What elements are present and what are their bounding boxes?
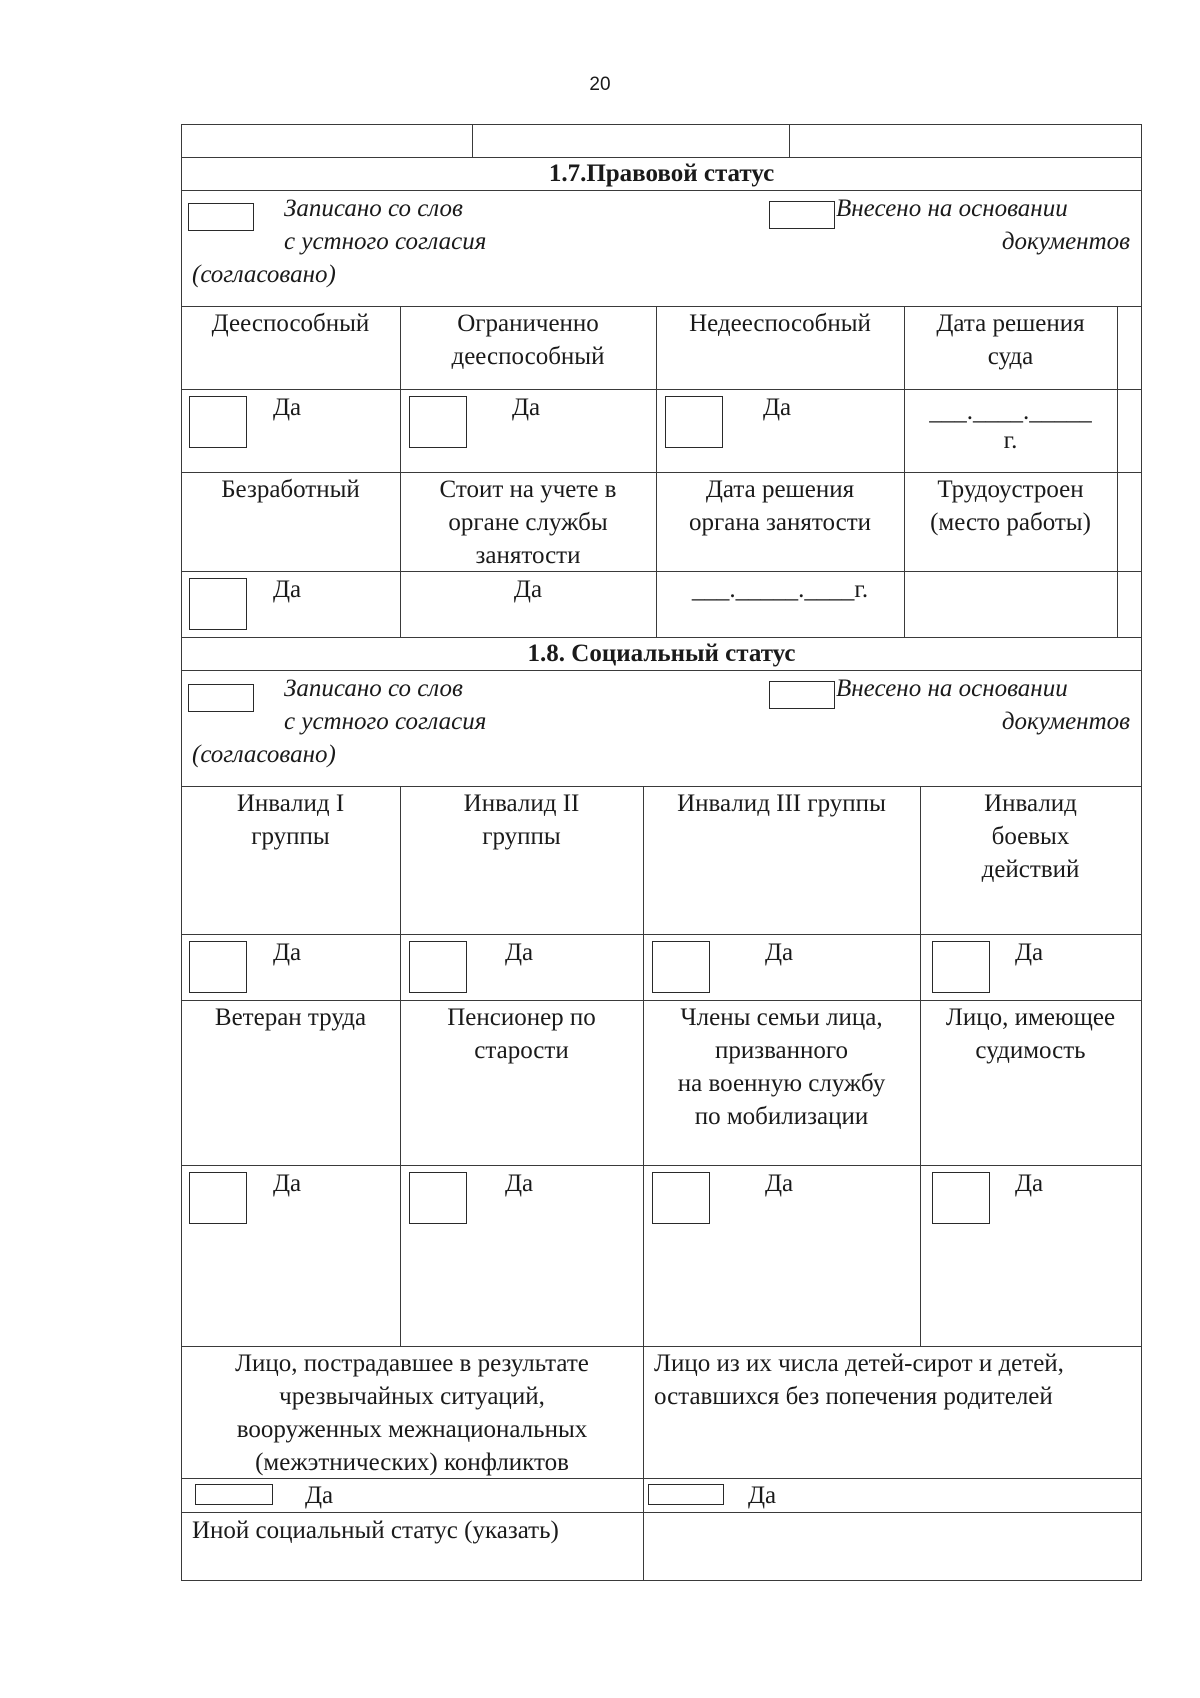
court-date-field[interactable]: ___.____._____ [929, 398, 1092, 425]
page-number: 20 [589, 74, 611, 95]
header-invalid-3: Инвалид III группы [677, 790, 886, 817]
legal-documents-label: документов [1001, 228, 1130, 255]
combat-checkbox[interactable] [932, 941, 990, 993]
registered-yes: Да [513, 576, 543, 603]
header-invalid-2-line2: группы [482, 823, 561, 850]
unemployed-checkbox[interactable] [189, 578, 247, 630]
social-oral-label: с устного согласия [284, 708, 487, 735]
social-status-title: 1.8. Социальный статус [527, 640, 796, 667]
other-status-label: Иной социальный статус (указать) [192, 1517, 559, 1544]
legal-entered-label: Внесено на основании [836, 195, 1068, 222]
legal-agreed-label: (согласовано) [192, 261, 336, 288]
header-pensioner-line2: старости [474, 1037, 569, 1064]
invalid-3-yes: Да [765, 939, 794, 966]
emergency-checkbox[interactable] [195, 1484, 273, 1505]
header-orphan-line1: Лицо из их числа детей-сирот и детей, [654, 1350, 1064, 1377]
emergency-yes: Да [305, 1482, 334, 1509]
unemployed-yes: Да [273, 576, 302, 603]
legal-oral-label: с устного согласия [284, 228, 487, 255]
veteran-yes: Да [273, 1170, 302, 1197]
incapable-checkbox[interactable] [665, 396, 723, 448]
header-invalid-2-line1: Инвалид II [463, 790, 580, 817]
legal-recorded-label: Записано со слов [284, 195, 463, 222]
veteran-checkbox[interactable] [189, 1172, 247, 1224]
header-registered-line3: занятости [475, 542, 581, 569]
header-convict-line2: судимость [975, 1037, 1086, 1064]
header-combat-line2: боевых [991, 823, 1070, 850]
header-decision-line2: органа занятости [688, 509, 872, 536]
header-family-line2: призванного [714, 1037, 849, 1064]
invalid-1-yes: Да [273, 939, 302, 966]
header-combat-line1: Инвалид [984, 790, 1077, 817]
other-status-field[interactable] [644, 1513, 1141, 1580]
header-registered-line2: органе службы [448, 509, 608, 536]
combat-yes: Да [1015, 939, 1044, 966]
header-convict-line1: Лицо, имеющее [945, 1004, 1116, 1031]
legal-documents-checkbox[interactable] [769, 201, 835, 229]
limited-checkbox[interactable] [409, 396, 467, 448]
social-entered-label: Внесено на основании [836, 675, 1068, 702]
orphan-yes: Да [748, 1482, 777, 1509]
court-date-year: г. [1003, 427, 1018, 454]
header-emergency-line4: (межэтнических) конфликтов [255, 1449, 569, 1476]
header-court-date-line2: суда [987, 343, 1034, 370]
pensioner-checkbox[interactable] [409, 1172, 467, 1224]
social-agreed-label: (согласовано) [192, 741, 336, 768]
header-unemployed: Безработный [221, 476, 360, 503]
capable-checkbox[interactable] [189, 396, 247, 448]
header-incapable: Недееспособный [689, 310, 871, 337]
convict-yes: Да [1015, 1170, 1044, 1197]
header-emergency-line1: Лицо, пострадавшее в результате [235, 1350, 589, 1377]
legal-status-title: 1.7.Правовой статус [548, 160, 775, 187]
header-pensioner-line1: Пенсионер по [447, 1004, 596, 1031]
family-checkbox[interactable] [652, 1172, 710, 1224]
header-limited-line1: Ограниченно [457, 310, 599, 337]
capable-yes: Да [273, 394, 302, 421]
limited-yes: Да [512, 394, 541, 421]
header-invalid-1-line1: Инвалид I [236, 790, 345, 817]
header-employed-line1: Трудоустроен [937, 476, 1084, 503]
header-invalid-1-line2: группы [251, 823, 330, 850]
header-family-line1: Члены семьи лица, [680, 1004, 883, 1031]
social-recorded-label: Записано со слов [284, 675, 463, 702]
social-documents-checkbox[interactable] [769, 681, 835, 709]
header-employed-line2: (место работы) [930, 509, 1091, 536]
incapable-yes: Да [763, 394, 792, 421]
header-registered-line1: Стоит на учете в [439, 476, 617, 503]
header-orphan-line2: оставшихся без попечения родителей [654, 1383, 1053, 1410]
legal-recorded-checkbox[interactable] [188, 203, 254, 231]
family-yes: Да [765, 1170, 794, 1197]
header-veteran: Ветеран труда [214, 1004, 367, 1031]
header-limited-line2: дееспособный [451, 343, 605, 370]
invalid-3-checkbox[interactable] [652, 941, 710, 993]
header-family-line4: по мобилизации [694, 1103, 869, 1130]
convict-checkbox[interactable] [932, 1172, 990, 1224]
invalid-1-checkbox[interactable] [189, 941, 247, 993]
header-emergency-line3: вооруженных межнациональных [236, 1416, 588, 1443]
header-decision-line1: Дата решения [705, 476, 855, 503]
header-combat-line3: действий [981, 856, 1080, 883]
header-court-date-line1: Дата решения [936, 310, 1085, 337]
header-emergency-line2: чрезвычайных ситуаций, [279, 1383, 545, 1410]
social-documents-label: документов [1001, 708, 1130, 735]
header-family-line3: на военную службу [677, 1070, 886, 1097]
invalid-2-checkbox[interactable] [409, 941, 467, 993]
invalid-2-yes: Да [505, 939, 534, 966]
orphan-checkbox[interactable] [648, 1484, 724, 1505]
decision-date-field[interactable]: ___._____.____г. [691, 576, 869, 603]
header-capable: Дееспособный [211, 310, 370, 337]
pensioner-yes: Да [505, 1170, 534, 1197]
social-recorded-checkbox[interactable] [188, 684, 254, 712]
